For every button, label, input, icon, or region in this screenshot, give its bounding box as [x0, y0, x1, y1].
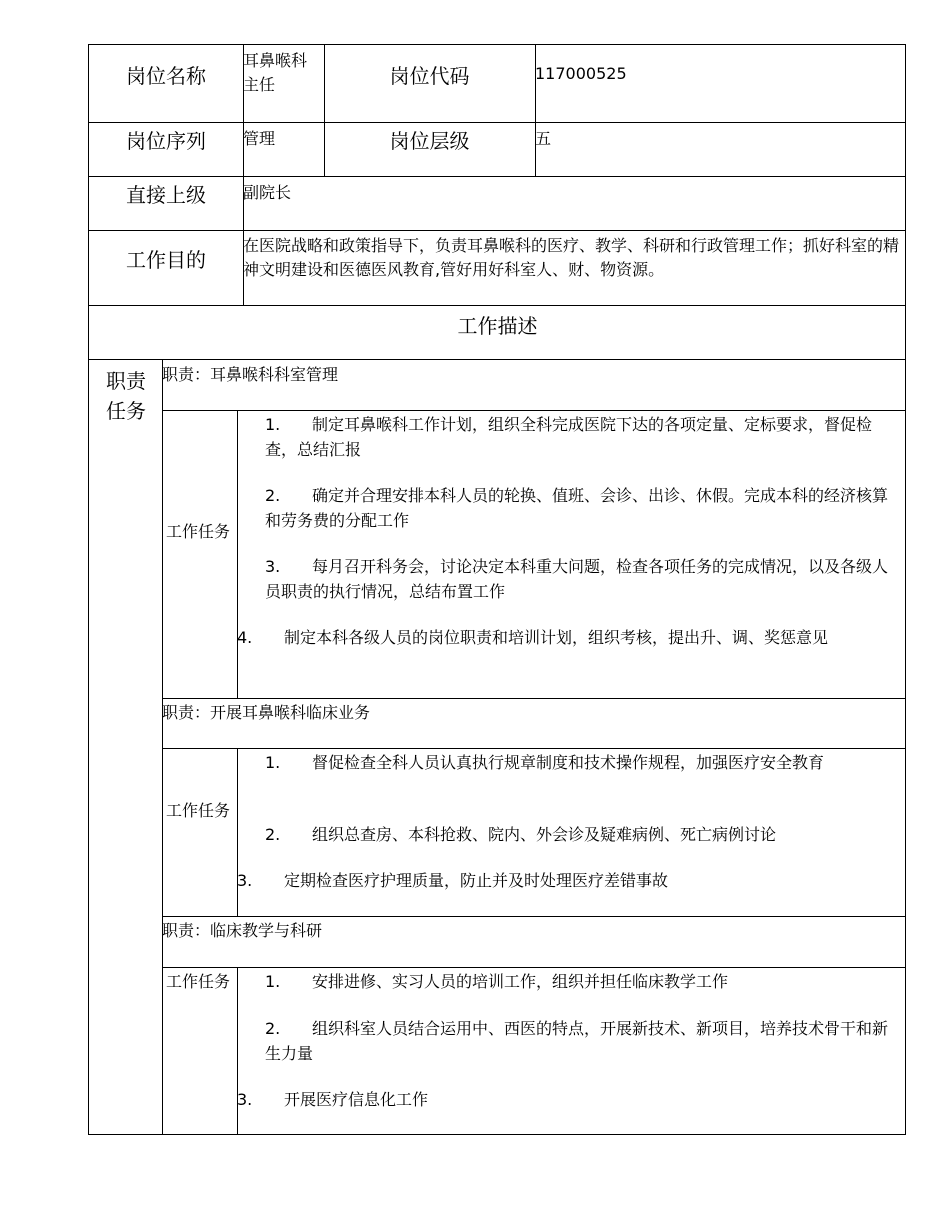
task-text: 组织总查房、本科抢救、院内、外会诊及疑难病例、死亡病例讨论 — [312, 825, 777, 844]
task-number: 2. — [265, 486, 281, 505]
task-number: 1. — [265, 753, 281, 772]
row-divider — [89, 305, 906, 306]
task-number: 3. — [237, 871, 253, 890]
position-name-value: 耳鼻喉科主任 — [243, 51, 308, 94]
duty-title: 职责：开展耳鼻喉科临床业务 — [162, 703, 371, 722]
task-number: 2. — [265, 825, 281, 844]
task-item — [265, 969, 895, 994]
duty-column-label: 职责任务 — [106, 369, 146, 423]
level-value: 五 — [535, 129, 552, 148]
sequence-value: 管理 — [243, 129, 276, 148]
task-label: 工作任务 — [165, 522, 230, 541]
col-divider — [237, 410, 238, 698]
task-text: 组织科室人员结合运用中、西医的特点，开展新技术、新项目，培养技术骨干和新生力量 — [265, 1019, 889, 1063]
task-item — [237, 625, 895, 650]
row-divider — [89, 176, 906, 177]
supervisor-value: 副院长 — [243, 183, 292, 202]
task-number: 3. — [265, 557, 281, 576]
duty-title: 职责：临床教学与科研 — [162, 921, 323, 940]
task-text: 每月召开科务会，讨论决定本科重大问题，检查各项任务的完成情况，以及各级人员职责的执行情况，总结布置工作 — [265, 557, 889, 601]
task-item — [265, 483, 895, 533]
description-title: 工作描述 — [457, 314, 538, 338]
duty-title: 职责：耳鼻喉科科室管理 — [162, 365, 339, 384]
row-divider — [162, 967, 906, 968]
task-item — [265, 554, 895, 604]
task-number: 1. — [265, 972, 281, 991]
row-divider — [162, 410, 906, 411]
row-divider — [89, 230, 906, 231]
task-number: 4. — [237, 628, 253, 647]
col-divider — [162, 359, 163, 1135]
task-label: 工作任务 — [165, 972, 230, 991]
task-text: 制定本科各级人员的岗位职责和培训计划，组织考核，提出升、调、奖惩意见 — [284, 628, 829, 647]
row-divider — [162, 916, 906, 917]
task-number: 1. — [265, 415, 281, 434]
sequence-label: 岗位序列 — [126, 129, 206, 153]
task-text: 制定耳鼻喉科工作计划，组织全科完成医院下达的各项定量、定标要求，督促检查，总结汇报 — [265, 415, 873, 459]
task-item — [265, 412, 895, 462]
task-text: 督促检查全科人员认真执行规章制度和技术操作规程，加强医疗安全教育 — [312, 753, 825, 772]
job-description-table — [88, 44, 906, 1135]
task-item — [265, 822, 895, 847]
task-text: 确定并合理安排本科人员的轮换、值班、会诊、出诊、休假。完成本科的经济核算和劳务费的分配工作 — [265, 486, 889, 530]
task-item — [265, 750, 895, 775]
task-text: 定期检查医疗护理质量，防止并及时处理医疗差错事故 — [284, 871, 669, 890]
task-item — [237, 868, 895, 893]
task-item — [265, 1016, 895, 1066]
task-item — [237, 1087, 895, 1112]
purpose-value: 在医院战略和政策指导下，负责耳鼻喉科的医疗、教学、科研和行政管理工作；抓好科室的精神文明建设和医德医风教育,管好用好科室人、财、物资源。 — [243, 236, 900, 279]
task-text: 开展医疗信息化工作 — [284, 1090, 429, 1109]
supervisor-label: 直接上级 — [126, 183, 206, 207]
task-number: 3. — [237, 1090, 253, 1109]
task-number: 2. — [265, 1019, 281, 1038]
row-divider — [162, 748, 906, 749]
position-name-label: 岗位名称 — [126, 64, 206, 88]
task-label: 工作任务 — [165, 801, 230, 820]
row-divider — [162, 698, 906, 699]
row-divider — [89, 122, 906, 123]
task-text: 安排进修、实习人员的培训工作，组织并担任临床教学工作 — [312, 972, 729, 991]
position-code-label: 岗位代码 — [389, 64, 470, 88]
position-code-value: 117000525 — [535, 64, 627, 83]
row-divider — [89, 359, 906, 360]
level-label: 岗位层级 — [389, 129, 470, 153]
purpose-label: 工作目的 — [126, 248, 206, 272]
